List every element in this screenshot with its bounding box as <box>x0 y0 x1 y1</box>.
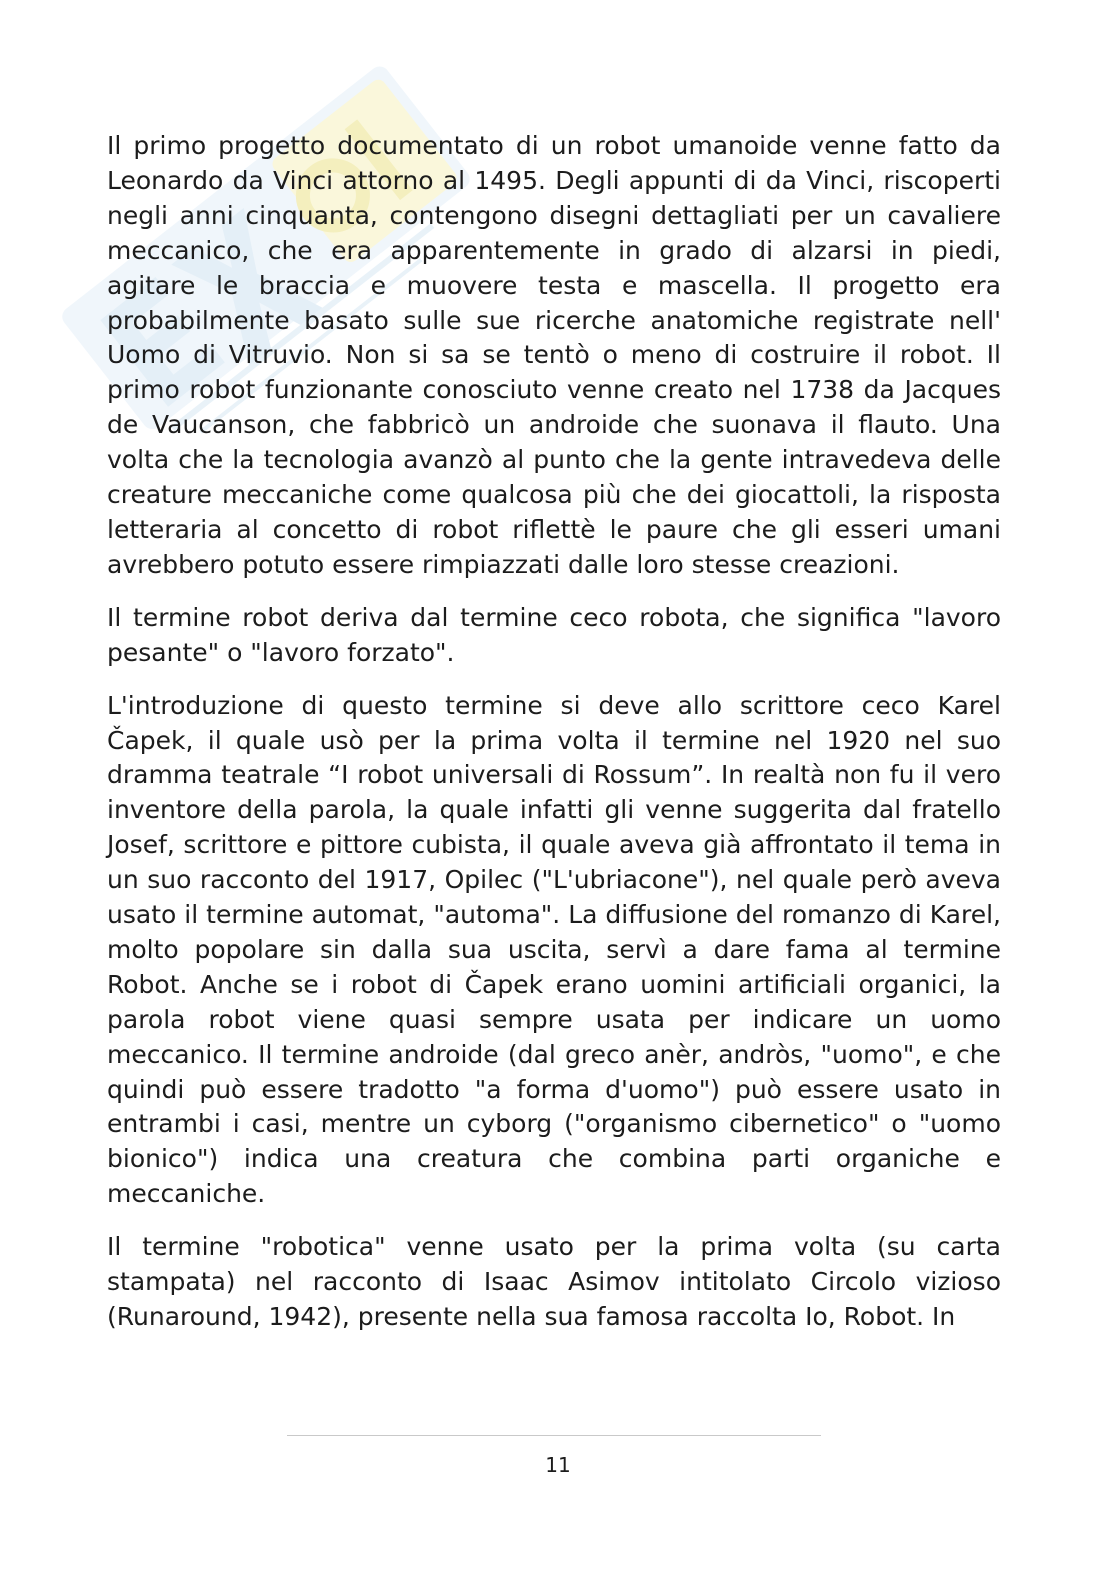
paragraph: Il termine "robotica" venne usato per la prima volta (su carta stampata) nel racconto di Isaac Asimov intitolato Circolo vizioso (Runaround, 1942), presente nella sua famosa raccolta Io, Robot. In <box>107 1232 1001 1331</box>
document-body <box>107 129 1001 1353</box>
paragraph: L'introduzione di questo termine si deve allo scrittore ceco Karel Čapek, il quale usò per la prima volta il termine nel 1920 nel suo dramma teatrale “I robot universali di Rossum”. In realtà non fu il vero inventore della parola, la quale infatti gli venne suggerita dal fratello Josef, scrittore e pittore cubista, il quale aveva già affrontato il tema in un suo racconto del 1917, Opilec ("L'ubriacone"), nel quale però aveva usato il termine automat, "automa". La diffusione del romanzo di Karel, molto popolare sin dalla sua uscita, servì a dare fama al termine Robot. Anche se i robot di Čapek erano uomini artificiali organici, la parola robot viene quasi sempre usata per indicare un uomo meccanico. Il termine androide (dal greco anèr, andròs, "uomo", e che quindi può essere tradotto "a forma d'uomo") può essere usato in entrambi i casi, mentre un cyborg ("organismo cibernetico" o "uomo bionico") indica una creatura che combina parti organiche e meccaniche. <box>107 690 1001 1209</box>
paragraph: Il primo progetto documentato di un robot umanoide venne fatto da Leonardo da Vinci attorno al 1495. Degli appunti di da Vinci, riscoperti negli anni cinquanta, contengono disegni dettagliati per un cavaliere meccanico, che era apparentemente in grado di alzarsi in piedi, agitare le braccia e muovere testa e mascella. Il progetto era probabilmente basato sulle sue ricerche anatomiche registrate nell' Uomo di Vitruvio. Non si sa se tentò o meno di costruire il robot. Il primo robot funzionante conosciuto venne creato nel 1738 da Jacques de Vaucanson, che fabbricò un androide che suonava il flauto. Una volta che la tecnologia avanzò al punto che la gente intravedeva delle creature meccaniche come qualcosa più che dei giocattoli, la risposta letteraria al concetto di robot riflettè le paure che gli esseri umani avrebbero potuto essere rimpiazzati dalle loro stesse creazioni. <box>107 131 1001 579</box>
paragraph: Il termine robot deriva dal termine ceco robota, che significa "lavoro pesante" o "lavoro forzato". <box>107 602 1001 667</box>
footer-divider <box>287 1435 821 1436</box>
page-number: 11 <box>545 1453 571 1477</box>
